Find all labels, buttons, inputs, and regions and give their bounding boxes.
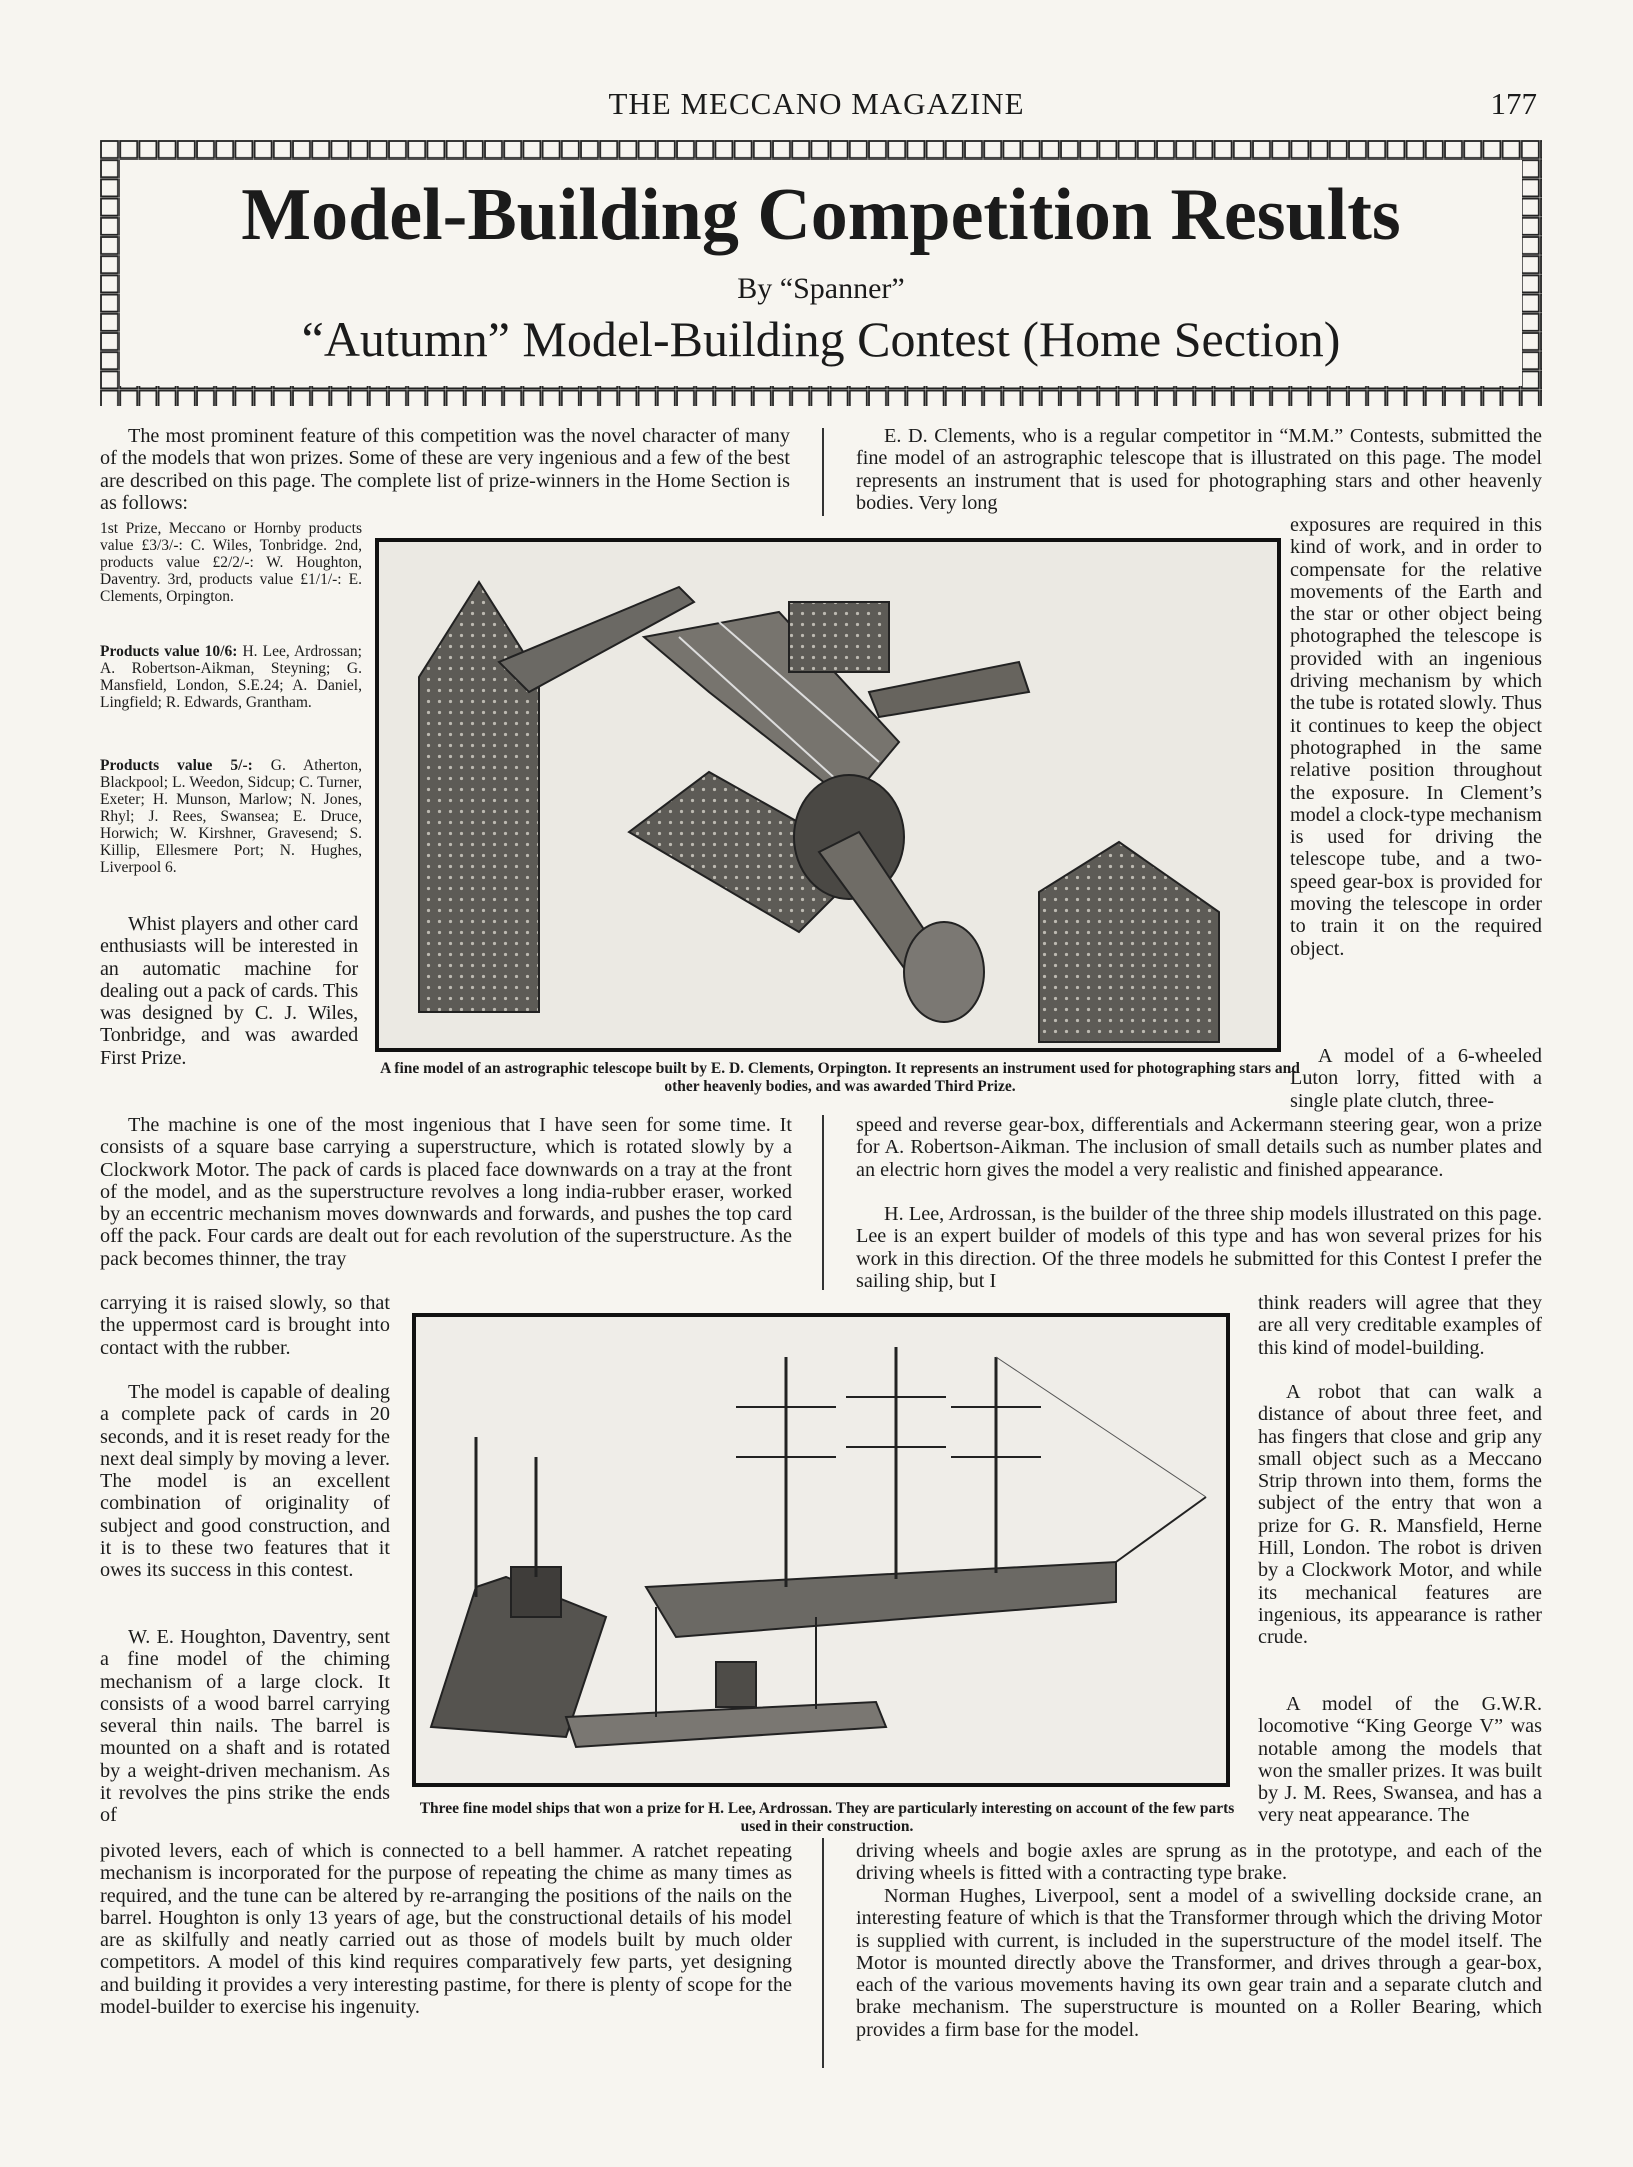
prize-list-first: 1st Prize, Meccano or Hornby products value £3/3/-: C. Wiles, Tonbridge. 2nd, products value £2/2/-: W. Houghton, Daventry. 3rd, products value £1/1/-: E. Clements, Orpington. [100, 520, 362, 605]
column-rule [822, 1838, 824, 2068]
capable-paragraph: The model is capable of dealing a complete pack of cards in 20 seconds, and it is reset ready for the next deal simply by moving a lever. The model is an excellent combination of originality of subject and good construction, and it is to these two features that it owes its success in this contest. [100, 1381, 390, 1582]
ships-illustration [416, 1317, 1226, 1783]
prize-list-ten [100, 643, 362, 711]
speed-paragraph: speed and reverse gear-box, differentials and Ackermann steering gear, won a prize for A. Robertson-Aikman. The inclusion of small details such as number plates and an electric horn gives the model a very realistic and finished appearance. [856, 1114, 1542, 1181]
telescope-caption: A fine model of an astrographic telescope built by E. D. Clements, Orpington. It represents an instrument used for photographing stars and other heavenly bodies, and was awarded Third Prize. [380, 1060, 1300, 1095]
hughes-paragraph: Norman Hughes, Liverpool, sent a model of a swivelling dockside crane, an interesting feature of which is that the Transformer through which the driving Motor is supplied with current, is included in the superstructure of the model itself. The Motor is mounted directly above the Transformer, and drives through a gear-box, each of the various movements having its own gear train and a separate clutch and brake mechanism. The superstructure is mounted on a Roller Bearing, which provides a firm base for the model. [856, 1885, 1542, 2041]
gwr-paragraph: A model of the G.W.R. locomotive “King George V” was notable among the models that won the smaller prizes. It was built by J. M. Rees, Swansea, and has a very neat appearance. The [1258, 1693, 1542, 1827]
column-rule [822, 1115, 824, 1290]
article-title: Model-Building Competition Results [241, 174, 1401, 256]
prize-ten-label: Products value 10/6: [100, 643, 238, 660]
telescope-photo [375, 538, 1281, 1052]
machine-paragraph: The machine is one of the most ingenious that I have seen for some time. It consists of a square base carrying a superstructure, which is rotated slowly by a Clockwork Motor. The pack of cards is placed face downwards on a tray at the front of the model, and as the superstructure revolves a long india-rubber eraser, worked by an eccentric mechanism moves downwards and forwards, and pushes the top card off the pack. Four cards are dealt out for each revolution of the superstructure. As the pack becomes thinner, the tray [100, 1114, 792, 1270]
column-rule [822, 428, 824, 516]
prize-five-label: Products value 5/-: [100, 757, 253, 774]
lorry-paragraph: A model of a 6-wheeled Luton lorry, fitted with a single plate clutch, three- [1290, 1045, 1542, 1112]
telescope-illustration [379, 542, 1277, 1048]
clements-paragraph: E. D. Clements, who is a regular competitor in “M.M.” Contests, submitted the fine model of an astrographic telescope that is illustrated on this page. The model represents an instrument that is used for photographing stars and other heavenly bodies. Very long [856, 425, 1542, 514]
ships-photo [412, 1313, 1230, 1787]
houghton-paragraph: W. E. Houghton, Daventry, sent a fine model of the chiming mechanism of a large clock. It consists of a wood barrel carrying several thin nails. The barrel is mounted on a shaft and is rotated by a weight-driven mechanism. As it revolves the pins strike the ends of [100, 1626, 390, 1827]
prize-list-five [100, 757, 362, 876]
driving-paragraph: driving wheels and bogie axles are sprung as in the prototype, and each of the driving wheels is fitted with a contracting type brake. [856, 1840, 1542, 1885]
exposures-paragraph: exposures are required in this kind of work, and in order to compensate for the relative movements of the Earth and the star or other object being photographed the telescope is provided with an ingenious driving mechanism by which the tube is rotated slowly. Thus it continues to keep the object photographed in the same relative position throughout the exposure. In Clement’s model a clock-type mechanism is used for driving the telescope tube, and a two-speed gear-box is provided for moving the telescope in order to train it on the required object. [1290, 514, 1542, 960]
carrying-paragraph: carrying it is raised slowly, so that the uppermost card is brought into contact with the rubber. [100, 1292, 390, 1359]
prize-ten-names: H. Lee, Ardrossan; A. Robertson-Aikman, Steyning; G. Mansfield, London, S.E.24; A. Daniel, Lingfield; R. Edwards, Grantham. [100, 643, 362, 711]
whist-paragraph: Whist players and other card enthusiasts will be interested in an automatic machine for dealing out a pack of cards. This was designed by C. J. Wiles, Tonbridge, and was awarded First Prize. [100, 913, 358, 1069]
intro-paragraph: The most prominent feature of this competition was the novel character of many of the models that won prizes. Some of these are very ingenious and a few of the best are described on this page. The complete list of prize-winners in the Home Section is as follows: [100, 425, 790, 514]
ships-caption: Three fine model ships that won a prize for H. Lee, Ardrossan. They are particularly interesting on account of the few parts used in their construction. [419, 1800, 1235, 1835]
section-title: “Autumn” Model-Building Contest (Home Section) [301, 311, 1341, 367]
pivoted-paragraph: pivoted levers, each of which is connected to a bell hammer. A ratchet repeating mechanism is incorporated for the purpose of repeating the chime as many times as required, and the tune can be altered by re-arranging the positions of the nails on the barrel. Houghton is only 13 years of age, but the constructional details of his model are as skilfully and neatly carried out as those of models built by much older competitors. A model of this kind requires comparatively few parts, yet designing and building it provides a very interesting pastime, for there is plenty of scope for the model-builder to exercise his ingenuity. [100, 1840, 792, 2019]
lee-paragraph: H. Lee, Ardrossan, is the builder of the three ship models illustrated on this page. Lee is an expert builder of models of this type and has won several prizes for his work in this direction. Of the three models he submitted for this Contest I prefer the sailing ship, but I [856, 1203, 1542, 1292]
byline: By “Spanner” [737, 272, 905, 305]
prize-five-names: G. Atherton, Blackpool; L. Weedon, Sidcup; C. Turner, Exeter; H. Munson, Marlow; N. Jones, Rhyl; J. Rees, Swansea; E. Druce, Horwich; W. Kirshner, Gravesend; S. Killip, Ellesmere Port; N. Hughes, Liverpool 6. [100, 757, 362, 876]
page-number: 177 [1490, 86, 1537, 121]
robot-paragraph: A robot that can walk a distance of about three feet, and has fingers that close and grip any small object such as a Meccano Strip thrown into them, forms the subject of the entry that won a prize for G. R. Mansfield, Herne Hill, London. The robot is driven by a Clockwork Motor, and while its mechanical features are ingenious, its appearance is rather crude. [1258, 1381, 1542, 1649]
think-paragraph: think readers will agree that they are all very creditable examples of this kind of model-building. [1258, 1292, 1542, 1359]
running-head: THE MECCANO MAGAZINE [608, 86, 1025, 121]
